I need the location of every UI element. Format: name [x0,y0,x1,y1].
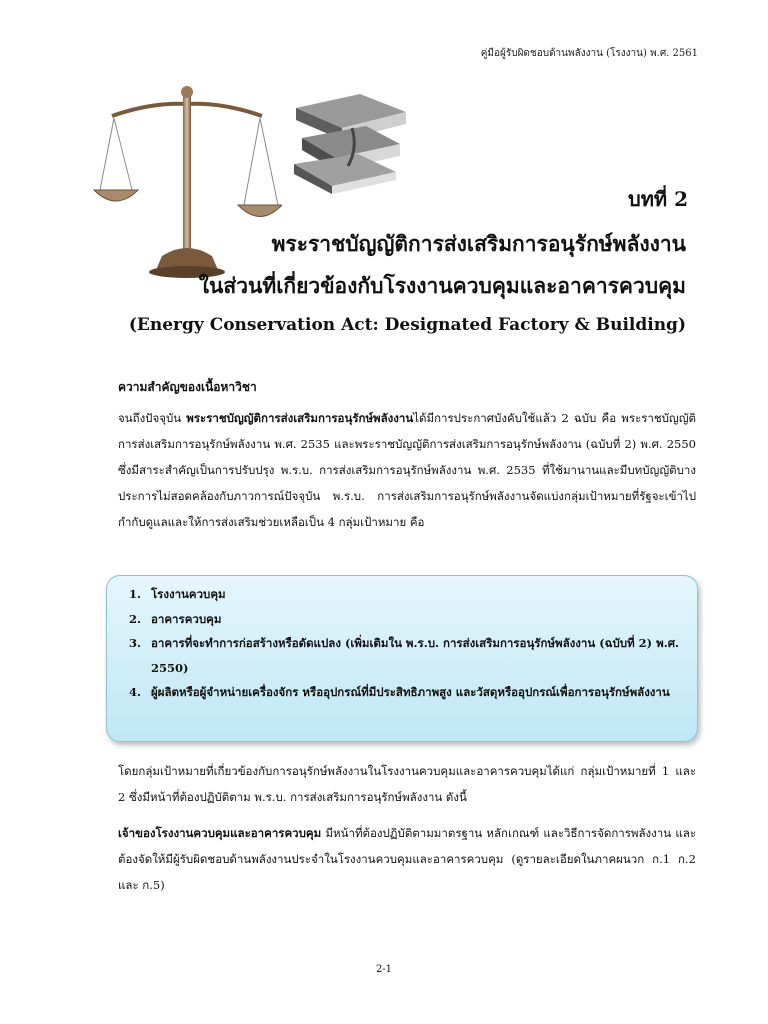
chapter-title-english: (Energy Conservation Act: Designated Factory & Building) [128,315,686,335]
chapter-title-line2: ในส่วนที่เกี่ยวข้องกับโรงงานควบคุมและอาคารควบคุม [198,273,686,298]
owner-duty-bold: เจ้าของโรงงานควบคุมและอาคารควบคุม [118,826,322,840]
target-group-item: 1. โรงงานควบคุม [145,582,679,607]
target-group-item: 3. อาคารที่จะทำการก่อสร้างหรือดัดแปลง (เพิ่มเติมใน พ.ร.บ. การส่งเสริมการอนุรักษ์พลังงาน (ฉบับที่ 2) พ.ศ. 2550) [145,631,679,680]
running-header: คู่มือผู้รับผิดชอบด้านพลังงาน (โรงงาน) พ.ศ. 2561 [480,48,698,59]
owner-duty-rest: มีหน้าที่ต้องปฏิบัติตามมาตรฐาน หลักเกณฑ์ และวิธีการจัดการพลังงาน และต้องจัดให้มีผู้รับผิดชอบด้านพลังงานประจำในโรงงานควบคุมและอาคารควบคุม (ดูรายละเอียดในภาคผนวก ก.1 ก.2 และ ก.5) [118,826,696,892]
target-group-item: 4. ผู้ผลิตหรือผู้จำหน่ายเครื่องจักร หรืออุปกรณ์ที่มีประสิทธิภาพสูง และวัสดุหรืออุปกรณ์เพื่อการอนุรักษ์พลังงาน [145,680,679,705]
intro-rest: ได้มีการประกาศบังคับใช้แล้ว 2 ฉบับ คือ พระราชบัญญัติการส่งเสริมการอนุรักษ์พลังงาน พ.ศ. 2535 และพระราชบัญญัติการส่งเสริมการอนุรักษ์พลังงาน (ฉบับที่ 2) พ.ศ. 2550 ซึ่งมีสาระสำคัญเป็นการปรับปรุง พ.ร.บ. การส่งเสริมการอนุรักษ์พลังงาน พ.ศ. 2535 ที่ใช้มานานและมีบทบัญญัติบางประการไม่สอดคล้องกับภาวการณ์ปัจจุบัน พ.ร.บ. การส่งเสริมการอนุรักษ์พลังงานจัดแบ่งกลุ่มเป้าหมายที่รัฐจะเข้าไปกำกับดูแลและให้การส่งเสริมช่วยเหลือเป็น 4 กลุ่มเป้าหมาย คือ [118,411,696,529]
act-name-bold: พระราชบัญญัติการส่งเสริมการอนุรักษ์พลังงาน [186,411,414,425]
intro-lead: จนถึงปัจจุบัน [118,411,187,425]
section-heading: ความสำคัญของเนื้อหาวิชา [118,380,257,394]
chapter-label: บทที่ 2 [628,187,688,211]
page-number: 2-1 [375,964,393,975]
target-summary-paragraph: โดยกลุ่มเป้าหมายที่เกี่ยวข้องกับการอนุรักษ์พลังงานในโรงงานควบคุมและอาคารควบคุมได้แก่ กลุ่มเป้าหมายที่ 1 และ 2 ซึ่งมีหน้าที่ต้องปฏิบัติตาม พ.ร.บ. การส่งเสริมการอนุรักษ์พลังงาน ดังนี้ [118,764,696,804]
target-groups-list [107,576,697,705]
scales-of-justice-illustration [92,80,282,280]
target-group-item: 2. อาคารควบคุม [145,607,679,632]
intro-paragraph [118,405,696,535]
target-groups-callout [106,575,698,742]
books-stack-illustration [288,88,413,196]
chapter-title-line1: พระราชบัญญัติการส่งเสริมการอนุรักษ์พลังงาน [271,231,686,256]
owner-duty-paragraph [118,820,696,898]
